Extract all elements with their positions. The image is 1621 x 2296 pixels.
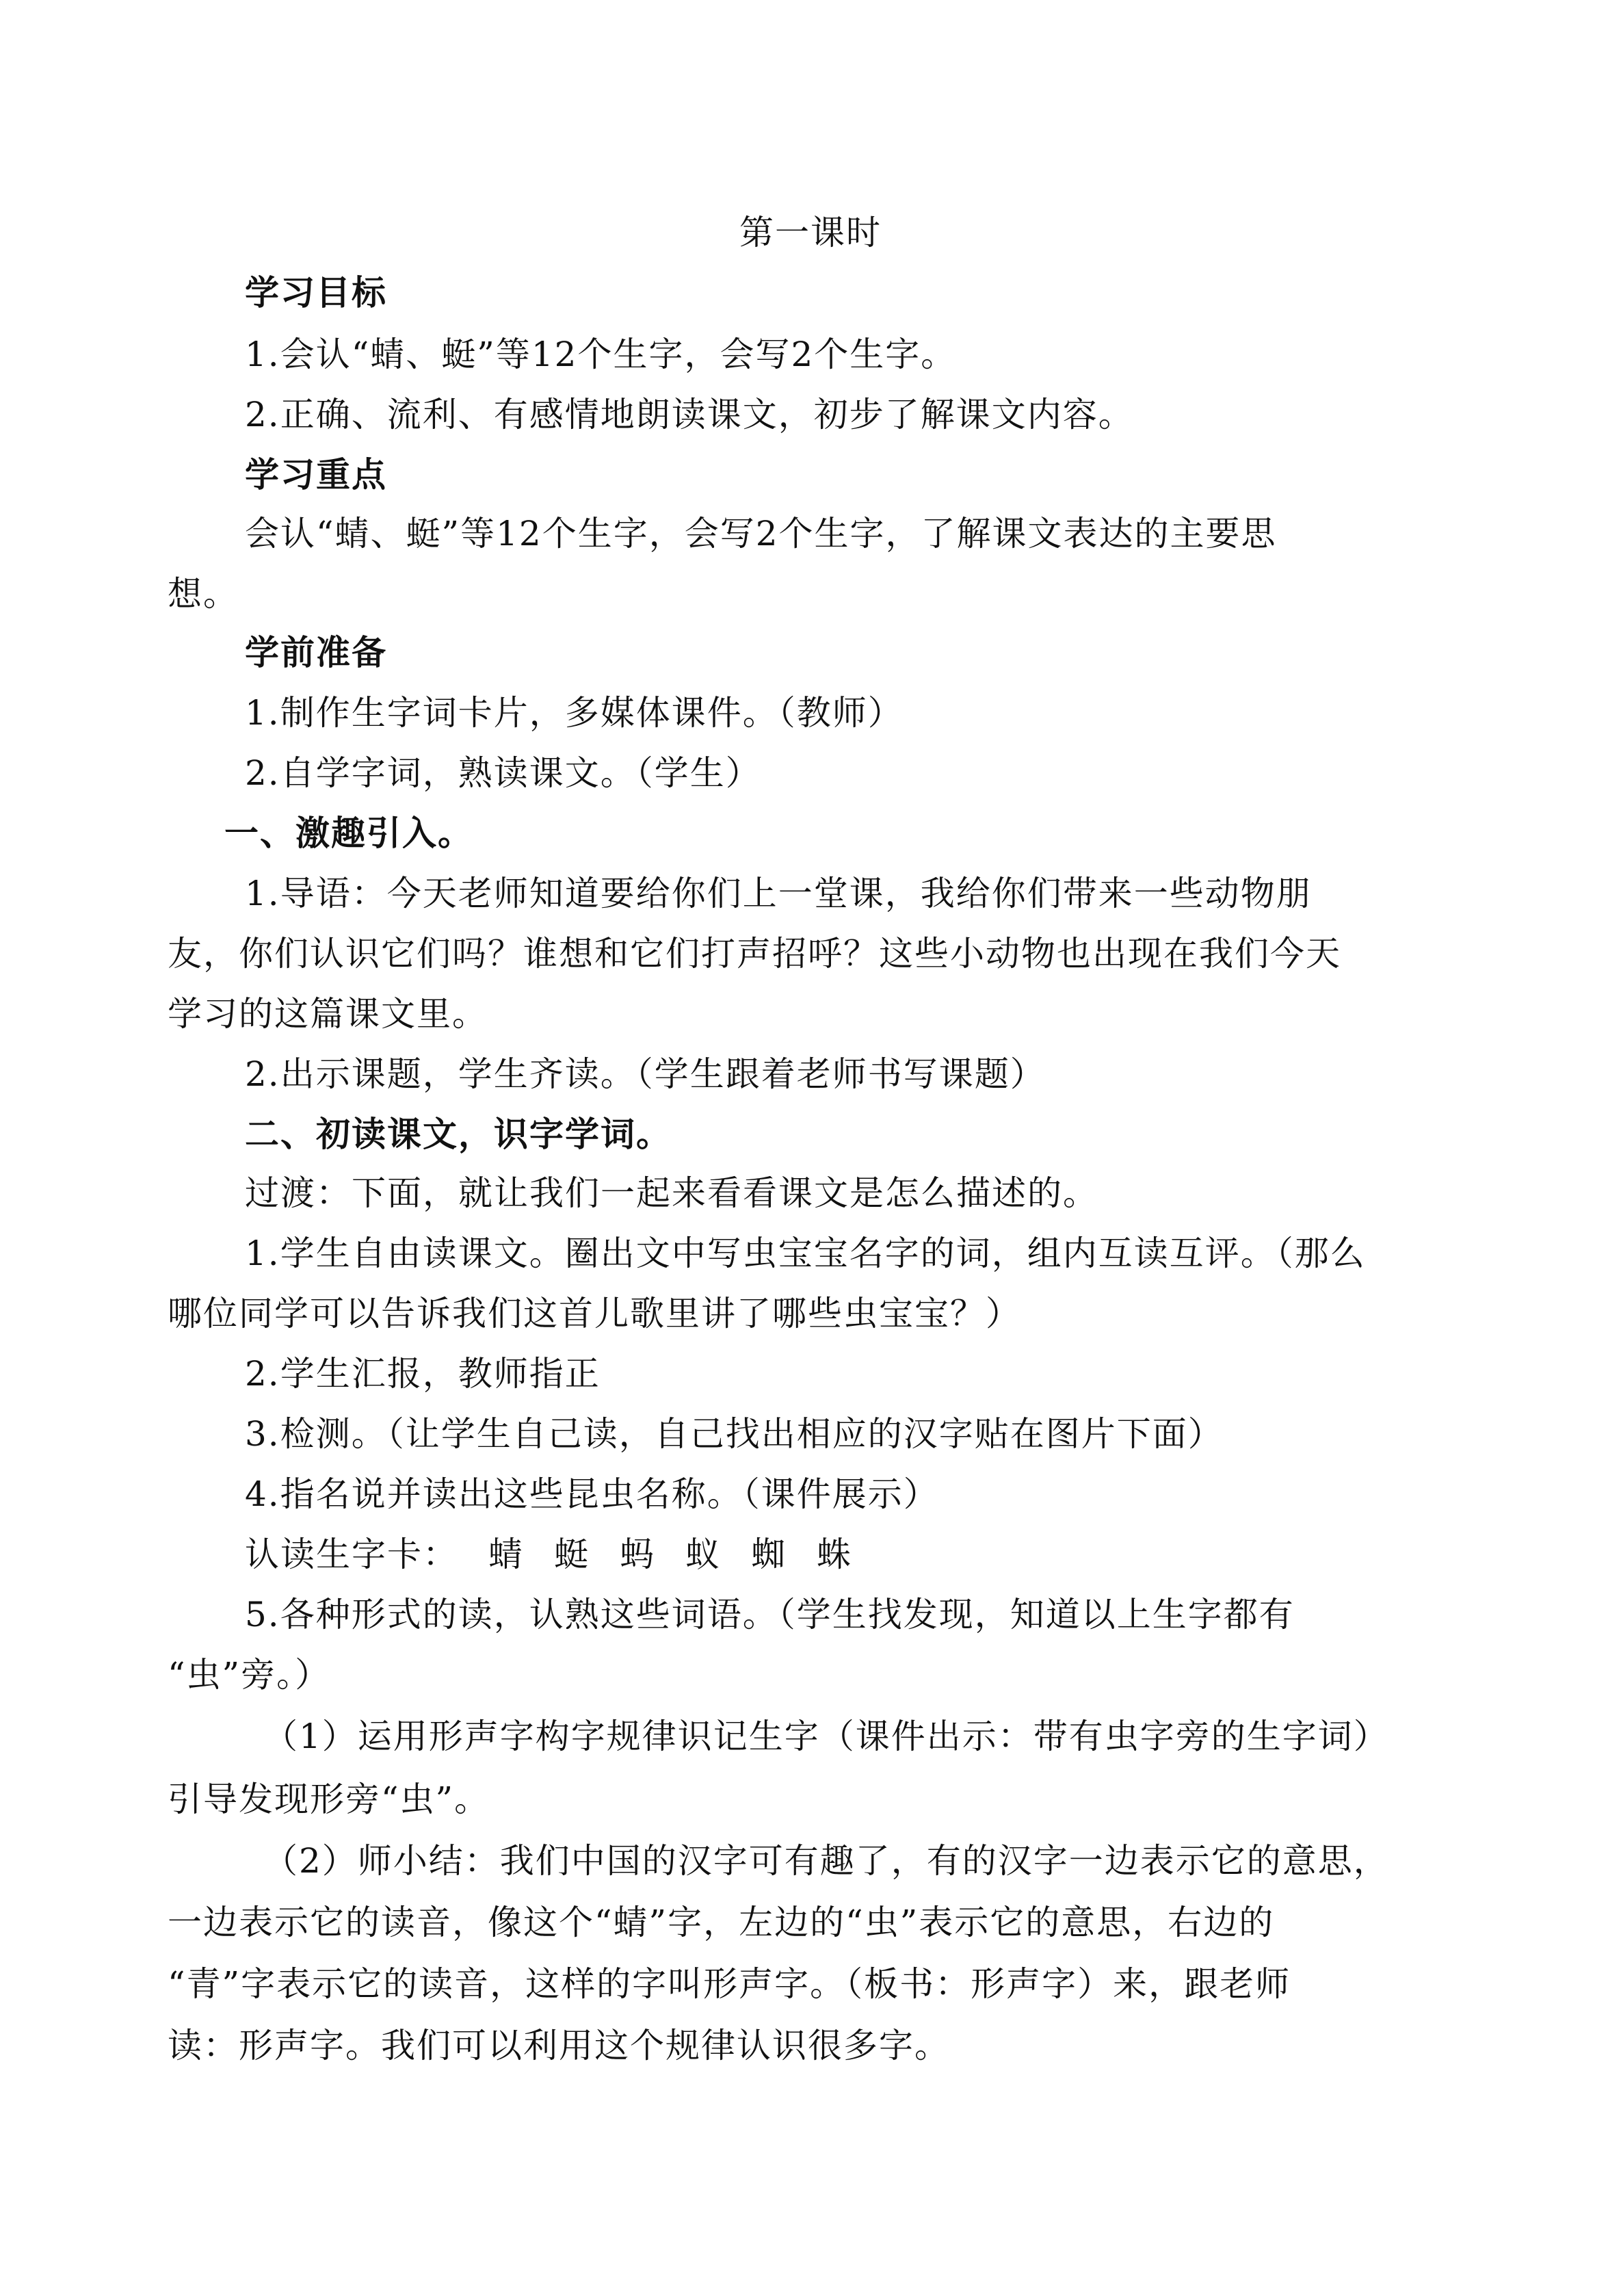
part1-item1-line3: 学习的这篇课文里。 xyxy=(168,994,488,1034)
char-card: 蜘 xyxy=(751,1535,787,1574)
part1-item1-line1: 1.导语：今天老师知道要给你们上一堂课，我给你们带来一些动物朋 xyxy=(245,874,1312,913)
goals-heading: 学习目标 xyxy=(245,272,387,313)
part2-item5-line1: 5.各种形式的读，认熟这些词语。（学生找发现，知道以上生字都有 xyxy=(245,1595,1295,1634)
char-card: 蜻 xyxy=(488,1535,524,1574)
char-card: 蜓 xyxy=(554,1535,590,1574)
part1-heading: 一、激趣引入。 xyxy=(224,813,473,853)
part2-heading: 二、初读课文，识字学词。 xyxy=(245,1114,672,1154)
prep-item-1: 1.制作生字词卡片，多媒体课件。（教师） xyxy=(245,693,904,733)
part1-item1-line2: 友，你们认识它们吗？谁想和它们打声招呼？这些小动物也出现在我们今天 xyxy=(168,934,1341,974)
focus-text-line-1: 会认“蜻、蜓”等12个生字，会写2个生字，了解课文表达的主要思 xyxy=(245,514,1277,553)
char-card-row xyxy=(245,1527,1453,1582)
part2-item4: 4.指名说并读出这些昆虫名称。（课件展示） xyxy=(245,1474,939,1514)
char-card-label: 认读生字卡： xyxy=(245,1535,458,1574)
char-card: 蚂 xyxy=(620,1535,655,1574)
char-card: 蚁 xyxy=(685,1535,721,1574)
prep-heading: 学前准备 xyxy=(245,632,387,673)
sub-point-1-line1: （1）运用形声字构字规律识记生字（课件出示：带有虫字旁的生字词） xyxy=(263,1717,1389,1756)
sub-point-1-line2: 引导发现形旁“虫”。 xyxy=(168,1779,490,1819)
prep-item-2: 2.自学字词，熟读课文。（学生） xyxy=(245,753,761,793)
part2-item5-line2: “虫”旁。） xyxy=(168,1655,331,1695)
goal-item-1: 1.会认“蜻、蜓”等12个生字，会写2个生字。 xyxy=(245,335,957,374)
focus-heading: 学习重点 xyxy=(245,454,387,495)
part1-item2: 2.出示课题，学生齐读。（学生跟着老师书写课题） xyxy=(245,1054,1046,1094)
char-card: 蛛 xyxy=(817,1535,852,1574)
sub-point-2-line1: （2）师小结：我们中国的汉字可有趣了，有的汉字一边表示它的意思， xyxy=(263,1841,1389,1881)
part2-item1-line2: 哪位同学可以告诉我们这首儿歌里讲了哪些虫宝宝？） xyxy=(168,1294,1021,1333)
page-title: 第一课时 xyxy=(739,213,882,252)
transition-text: 过渡：下面，就让我们一起来看看课文是怎么描述的。 xyxy=(245,1173,1098,1213)
sub-point-2-line2: 一边表示它的读音，像这个“蜻”字，左边的“虫”表示它的意思，右边的 xyxy=(168,1903,1275,1942)
goal-item-2: 2.正确、流利、有感情地朗读课文，初步了解课文内容。 xyxy=(245,395,1134,434)
sub-point-2-line3: “青”字表示它的读音，这样的字叫形声字。（板书：形声字）来，跟老师 xyxy=(168,1964,1291,2004)
part2-item3: 3.检测。（让学生自己读，自己找出相应的汉字贴在图片下面） xyxy=(245,1414,1224,1454)
part2-item1-line1: 1.学生自由读课文。圈出文中写虫宝宝名字的词，组内互读互评。（那么 xyxy=(245,1234,1366,1273)
part2-item2: 2.学生汇报，教师指正 xyxy=(245,1354,601,1394)
focus-text-line-2: 想。 xyxy=(168,574,239,614)
sub-point-2-line4: 读：形声字。我们可以利用这个规律认识很多字。 xyxy=(168,2026,950,2065)
